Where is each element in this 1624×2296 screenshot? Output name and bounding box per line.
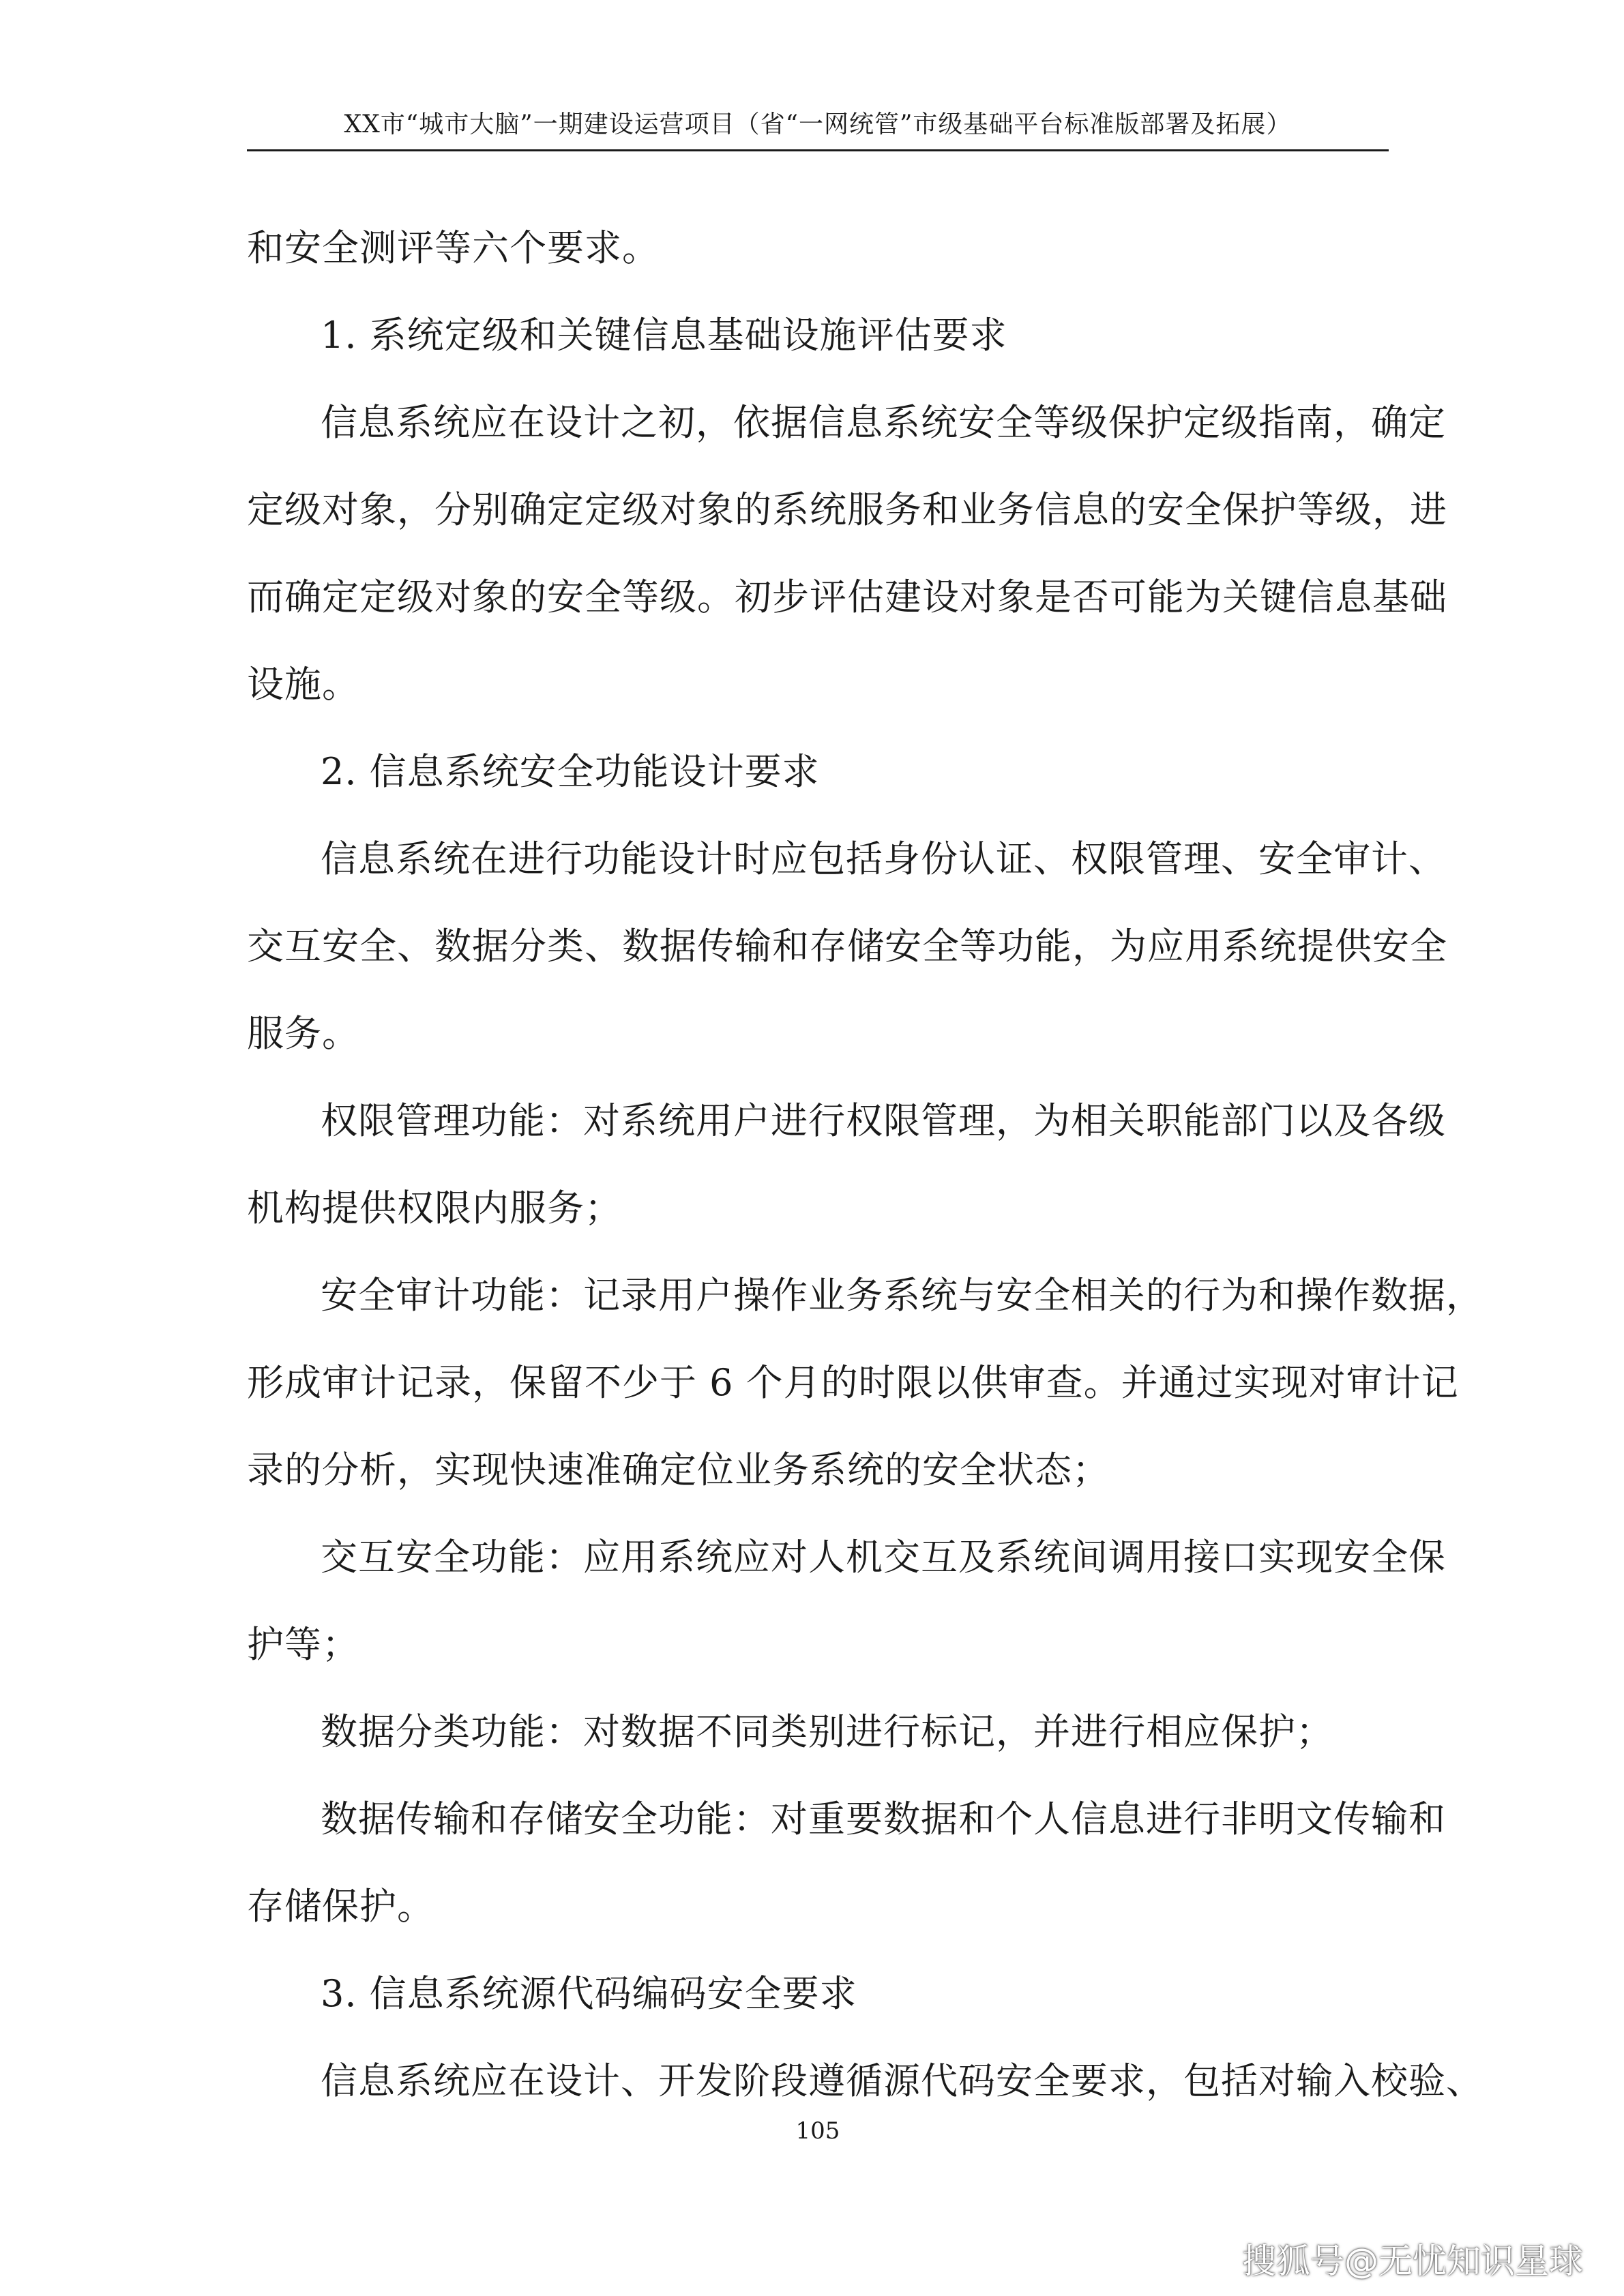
page-header-title: XX市“城市大脑”一期建设运营项目（省“一网统管”市级基础平台标准版部署及拓展） (344, 110, 1292, 138)
page-number: 105 (795, 2117, 840, 2145)
body-line: 安全审计功能：记录用户操作业务系统与安全相关的行为和操作数据， (321, 1274, 1483, 1317)
watermark: 搜狐号@无忧知识星球 (1242, 2241, 1583, 2281)
body-line: 数据分类功能：对数据不同类别进行标记，并进行相应保护； (321, 1710, 1333, 1753)
section-heading: 3. 信息系统源代码编码安全要求 (321, 1972, 857, 2015)
header-divider (247, 149, 1389, 151)
body-line: 机构提供权限内服务； (247, 1187, 622, 1229)
section-heading: 2. 信息系统安全功能设计要求 (321, 750, 820, 793)
body-line: 信息系统在进行功能设计时应包括身份认证、权限管理、安全审计、 (321, 837, 1446, 880)
body-line: 形成审计记录，保留不少于 6 个月的时限以供审查。并通过实现对审计记 (247, 1361, 1459, 1404)
body-line: 交互安全功能：应用系统应对人机交互及系统间调用接口实现安全保 (321, 1536, 1446, 1579)
body-line: 设施。 (247, 663, 359, 706)
body-line: 数据传输和存储安全功能：对重要数据和个人信息进行非明文传输和 (321, 1798, 1446, 1840)
section-heading: 1. 系统定级和关键信息基础设施评估要求 (321, 314, 1007, 357)
body-line: 而确定定级对象的安全等级。初步评估建设对象是否可能为关键信息基础 (247, 576, 1447, 618)
body-line: 存储保护。 (247, 1885, 434, 1928)
body-line: 信息系统应在设计之初，依据信息系统安全等级保护定级指南，确定 (321, 401, 1446, 444)
body-line: 和安全测评等六个要求。 (247, 226, 660, 269)
document-body (247, 205, 1483, 2125)
body-line: 定级对象，分别确定定级对象的系统服务和业务信息的安全保护等级，进 (247, 488, 1447, 531)
body-line: 权限管理功能：对系统用户进行权限管理，为相关职能部门以及各级 (321, 1099, 1446, 1142)
body-line: 录的分析，实现快速准确定位业务系统的安全状态； (247, 1448, 1110, 1491)
body-line: 护等； (247, 1623, 359, 1666)
body-line: 服务。 (247, 1012, 359, 1055)
body-line: 交互安全、数据分类、数据传输和存储安全等功能，为应用系统提供安全 (247, 925, 1447, 968)
body-line: 信息系统应在设计、开发阶段遵循源代码安全要求，包括对输入校验、 (321, 2059, 1483, 2102)
